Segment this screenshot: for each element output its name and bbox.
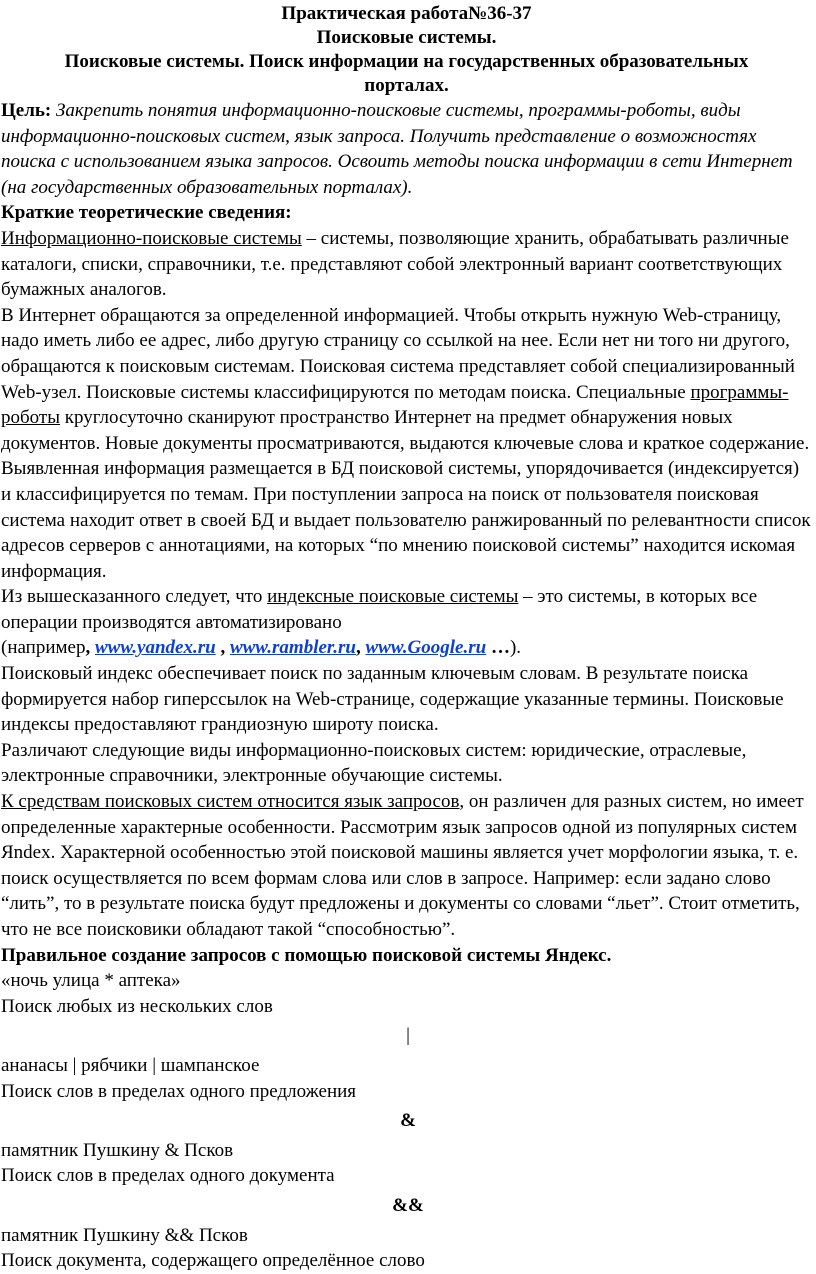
doc-title-line1: Практическая работа№36-37 <box>281 3 532 24</box>
examples-paragraph <box>1 635 812 661</box>
theory-p3-start: Из вышесказанного следует, что <box>1 586 268 608</box>
query-example-1: ананасы | рябчики | шампанское <box>1 1054 260 1076</box>
theory-p2-text: круглосуточно сканируют пространство Интернет на предмет обнаружения новых документов. Новые документы просматриваются, выдаются ключевые слова и краткое содержание. Выявленная информация размещается в БД поисковой системы, упорядочивается (индексируется) и классифицируется по темам. При поступлении запроса на поиск от пользователя поисковая система находит ответ в своей БД и выдает пользователю ранжированный по релевантности список адресов серверов с аннотациями, на которых “по мнению поисковой системы” находится искомая информация. <box>1 407 811 582</box>
query-operator-3: && <box>392 1194 424 1216</box>
link-rambler[interactable]: www.rambler.ru <box>229 637 356 659</box>
link-google[interactable]: www.Google.ru <box>365 637 487 659</box>
theory-paragraph-1 <box>1 226 812 303</box>
examples-comma: , <box>85 637 95 659</box>
goal-paragraph <box>1 98 812 200</box>
query-desc-4: Поиск документа, содержащего определённое слово <box>1 1250 425 1272</box>
query-desc-3: Поиск слов в пределах одного документа <box>1 1165 335 1187</box>
term-ips: Информационно-поисковые системы <box>1 227 302 249</box>
query-example-2: памятник Пушкину & Псков <box>1 1139 234 1161</box>
doc-title-line2: Поисковые системы. <box>316 27 497 48</box>
examples-open: (например <box>1 637 86 659</box>
queries-heading: Правильное создание запросов с помощью поисковой системы Яндекс. <box>1 944 612 966</box>
term-index-systems: индексные поисковые системы <box>267 586 519 608</box>
query-example-0: «ночь улица * аптека» <box>1 970 181 992</box>
term-query-language: К средствам поисковых систем относится язык запросов <box>1 791 460 813</box>
examples-sep-1: , <box>215 637 230 659</box>
doc-title-line4: порталах. <box>364 75 449 96</box>
theory-paragraph-5: Поисковый индекс обеспечивает поиск по заданным ключевым словам. В результате поиска формируется набор гиперссылок на Web-странице, содержащие указанные термины. Поисковые индексы предоставляют грандиозную широту поиска. <box>1 663 784 736</box>
examples-sep-2: , <box>355 637 366 659</box>
term-robots: программы-роботы <box>1 381 789 429</box>
theory-p1-text: – системы, позволяющие хранить, обрабатывать различные каталоги, списки, справочники, т.е. представляют собой электронный вариант соответствующих бумажных аналогов. <box>1 227 789 301</box>
query-operator-2: & <box>400 1110 416 1132</box>
theory-paragraph-2 <box>1 303 812 585</box>
theory-p3-text: – это системы, в которых все операции производятся автоматизировано <box>1 586 758 633</box>
query-desc-2: Поиск слов в пределах одного предложения <box>1 1080 357 1102</box>
examples-close: ). <box>509 637 522 659</box>
theory-heading: Краткие теоретические сведения: <box>1 202 292 224</box>
theory-paragraph-7 <box>1 789 812 943</box>
query-example-3: памятник Пушкину && Псков <box>1 1224 248 1246</box>
theory-p7-text: , он различен для разных систем, но имеет определенные характерные особенности. Рассмотрим язык запросов одной из популярных систем Яndex. Характерной особенностью этой поисковой машины является учет морфологии языка, т. е. поиск осуществляется по всем формам слова или слов в запросе. Например: если задано слово “лить”, то в результате поиска будут предложены и документы со словами “льет”. Стоит отметить, что не все поисковики обладают такой “способностью”. <box>1 791 804 940</box>
query-desc-1: Поиск любых из нескольких слов <box>1 995 273 1017</box>
examples-dots: … <box>486 637 510 659</box>
goal-text: Закрепить понятия информационно-поисковые системы, программы-роботы, виды информационно-поисковых систем, язык запроса. Получить представление о возможностях поиска с использованием языка запросов. Освоить методы поиска информации в сети Интернет (на государственных образовательных порталах). <box>1 100 793 198</box>
link-yandex[interactable]: www.yandex.ru <box>94 637 216 659</box>
theory-p2-start: В Интернет обращаются за определенной информацией. Чтобы открыть нужную Web-страницу, надо иметь либо ее адрес, либо другую страницу со ссылкой на нее. Если нет ни того ни другого, обращаются к поисковым системам. Поисковая система представляет собой специализированный Web-узел. Поисковые системы классифицируются по методам поиска. Специальные <box>1 304 795 403</box>
query-operator-1: | <box>406 1025 410 1047</box>
goal-label: Цель: <box>1 100 52 121</box>
doc-title-line3: Поисковые системы. Поиск информации на государственных образовательных <box>64 51 749 72</box>
theory-paragraph-3 <box>1 584 812 635</box>
theory-paragraph-6: Различают следующие виды информационно-поисковых систем: юридические, отраслевые, электронные справочники, электронные обучающие системы. <box>1 739 747 787</box>
